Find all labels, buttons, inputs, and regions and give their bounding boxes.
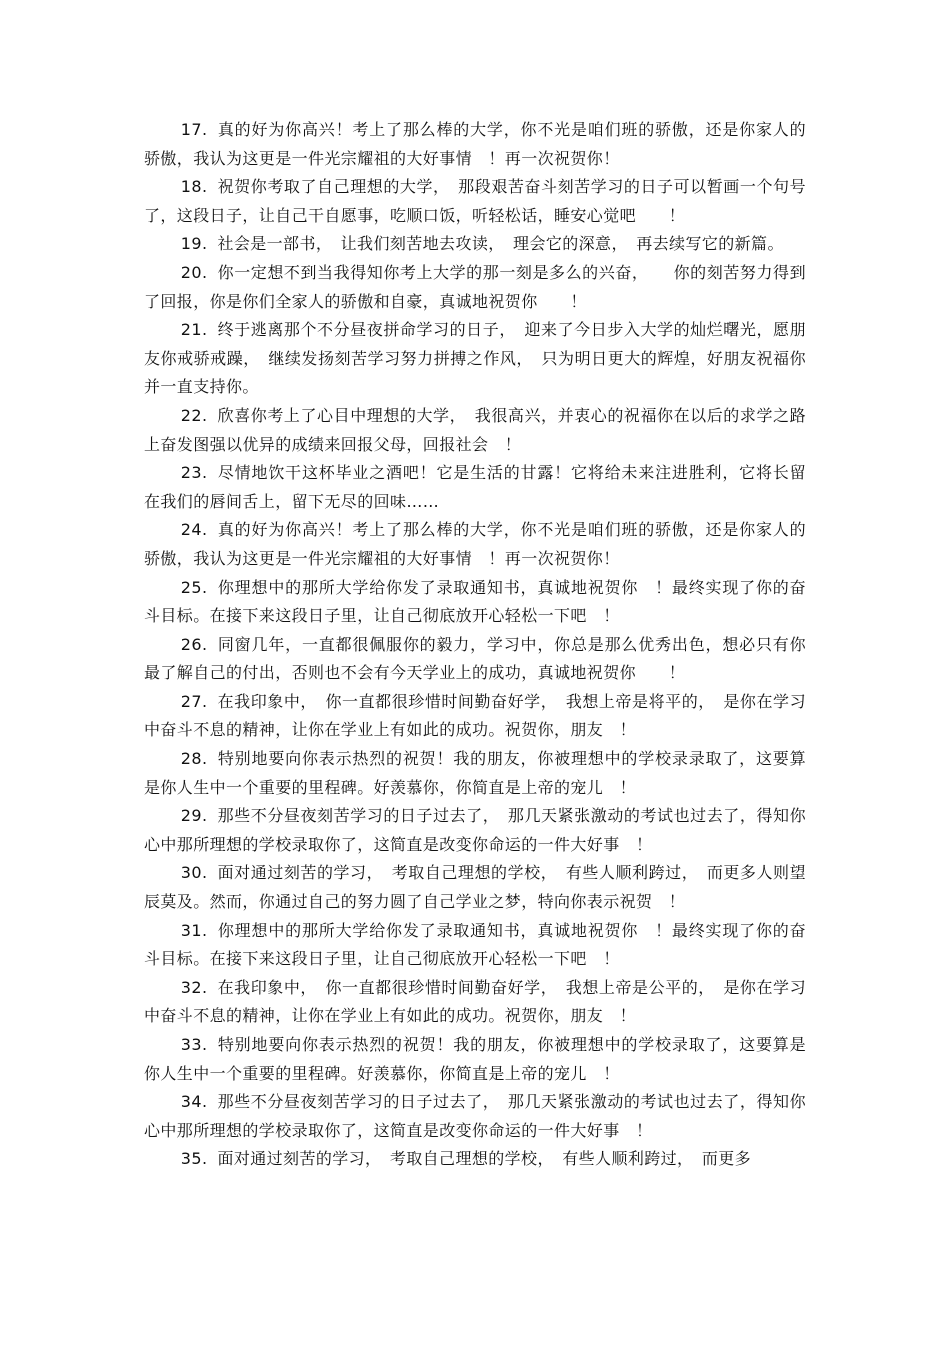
paragraph-28 — [144, 745, 806, 802]
paragraph-23 — [144, 459, 806, 516]
paragraph-text: 祝贺你考取了自己理想的大学， 那段艰苦奋斗刻苦学习的日子可以暂画一个句号了，这段日子，让自己干自愿事，吃顺口饭，听轻松话，睡安心觉吧 ！ — [144, 177, 806, 225]
paragraph-text: 终于逃离那个不分昼夜拼命学习的日子， 迎来了今日步入大学的灿烂曙光，愿朋友你戒骄戒躁， 继续发扬刻苦学习努力拼搏之作风， 只为明日更大的辉煌，好朋友祝福你并一直支持你。 — [144, 320, 806, 397]
paragraph-number: 24. — [180, 520, 208, 540]
paragraph-number: 29. — [180, 806, 208, 826]
paragraph-number: 21. — [180, 320, 208, 340]
paragraph-text: 同窗几年，一直都很佩服你的毅力，学习中，你总是那么优秀出色，想必只有你最了解自己的付出，否则也不会有今天学业上的成功，真诚地祝贺你 ！ — [144, 634, 806, 683]
paragraph-number: 28. — [180, 749, 208, 769]
paragraph-33 — [144, 1031, 806, 1088]
paragraph-number: 19. — [180, 234, 208, 254]
paragraph-number: 31. — [180, 920, 208, 940]
paragraph-text: 真的好为你高兴！考上了那么棒的大学，你不光是咱们班的骄傲，还是你家人的骄傲，我认为这更是一件光宗耀祖的大好事情 ！再一次祝贺你！ — [144, 520, 806, 568]
paragraph-text: 真的好为你高兴！考上了那么棒的大学，你不光是咱们班的骄傲，还是你家人的骄傲，我认为这更是一件光宗耀祖的大好事情 ！再一次祝贺你！ — [144, 120, 806, 168]
paragraph-text: 欣喜你考上了心目中理想的大学， 我很高兴，并衷心的祝福你在以后的求学之路上奋发图强以优异的成绩来回报父母，回报社会 ！ — [144, 405, 806, 454]
paragraph-text: 在我印象中， 你一直都很珍惜时间勤奋好学， 我想上帝是将平的， 是你在学习中奋斗不息的精神，让你在学业上有如此的成功。祝贺你，朋友 ！ — [144, 691, 806, 740]
paragraph-26 — [144, 631, 806, 688]
paragraph-text: 你理想中的那所大学给你发了录取通知书，真诚地祝贺你 ！最终实现了你的奋斗目标。在接下来这段日子里，让自己彻底放开心轻松一下吧 ！ — [144, 577, 806, 626]
paragraph-22 — [144, 402, 806, 459]
paragraph-text: 特别地要向你表示热烈的祝贺！我的朋友，你被理想中的学校录录取了，这要算是你人生中一个重要的里程碑。好羡慕你，你简直是上帝的宠儿 ！ — [144, 749, 806, 797]
paragraph-20 — [144, 259, 806, 316]
paragraph-number: 33. — [180, 1035, 208, 1054]
paragraph-30 — [144, 859, 806, 916]
paragraph-text: 你理想中的那所大学给你发了录取通知书，真诚地祝贺你 ！最终实现了你的奋斗目标。在接下来这段日子里，让自己彻底放开心轻松一下吧 ！ — [144, 920, 806, 969]
paragraph-27 — [144, 688, 806, 745]
paragraph-text: 面对通过刻苦的学习， 考取自己理想的学校， 有些人顺利跨过， 而更多 — [217, 1149, 752, 1169]
paragraph-29 — [144, 802, 806, 859]
document-body — [144, 116, 806, 1174]
paragraph-number: 20. — [180, 262, 208, 282]
paragraph-18 — [144, 173, 806, 230]
paragraph-number: 35. — [180, 1149, 208, 1169]
paragraph-text: 那些不分昼夜刻苦学习的日子过去了， 那几天紧张激动的考试也过去了，得知你心中那所理想的学校录取你了，这简直是改变你命运的一件大好事 ！ — [144, 806, 806, 854]
paragraph-32 — [144, 974, 806, 1031]
paragraph-text: 尽情地饮干这杯毕业之酒吧！它是生活的甘露！它将给未来注进胜利，它将长留在我们的唇间舌上，留下无尽的回味…… — [144, 463, 806, 511]
paragraph-text: 社会是一部书， 让我们刻苦地去攻读， 理会它的深意， 再去续写它的新篇。 — [217, 234, 784, 254]
paragraph-17 — [144, 116, 806, 173]
paragraph-19 — [144, 230, 806, 259]
paragraph-number: 32. — [180, 977, 208, 997]
paragraph-text: 面对通过刻苦的学习， 考取自己理想的学校， 有些人顺利跨过， 而更多人则望辰莫及。然而，你通过自己的努力圆了自己学业之梦，特向你表示祝贺 ！ — [144, 863, 806, 912]
paragraph-number: 27. — [180, 691, 208, 711]
paragraph-text: 特别地要向你表示热烈的祝贺！我的朋友，你被理想中的学校录取了，这要算是你人生中一个重要的里程碑。好羡慕你，你简直是上帝的宠儿 ！ — [144, 1035, 806, 1083]
paragraph-number: 25. — [180, 577, 208, 597]
paragraph-25 — [144, 574, 806, 631]
paragraph-number: 34. — [180, 1092, 208, 1112]
paragraph-text: 那些不分昼夜刻苦学习的日子过去了， 那几天紧张激动的考试也过去了，得知你心中那所理想的学校录取你了，这简直是改变你命运的一件大好事 ！ — [144, 1092, 806, 1140]
paragraph-34 — [144, 1088, 806, 1145]
paragraph-number: 26. — [180, 634, 208, 654]
paragraph-number: 18. — [180, 177, 208, 197]
paragraph-31 — [144, 917, 806, 974]
paragraph-35 — [144, 1145, 806, 1174]
paragraph-number: 17. — [180, 120, 208, 139]
paragraph-number: 23. — [180, 463, 208, 483]
paragraph-text: 在我印象中， 你一直都很珍惜时间勤奋好学， 我想上帝是公平的， 是你在学习中奋斗不息的精神，让你在学业上有如此的成功。祝贺你，朋友 ！ — [144, 977, 806, 1026]
paragraph-number: 22. — [180, 405, 208, 425]
paragraph-text: 你一定想不到当我得知你考上大学的那一刻是多么的兴奋， 你的刻苦努力得到了回报，你是你们全家人的骄傲和自豪，真诚地祝贺你 ！ — [144, 262, 806, 311]
paragraph-number: 30. — [180, 863, 208, 883]
paragraph-21 — [144, 316, 806, 402]
paragraph-24 — [144, 516, 806, 573]
